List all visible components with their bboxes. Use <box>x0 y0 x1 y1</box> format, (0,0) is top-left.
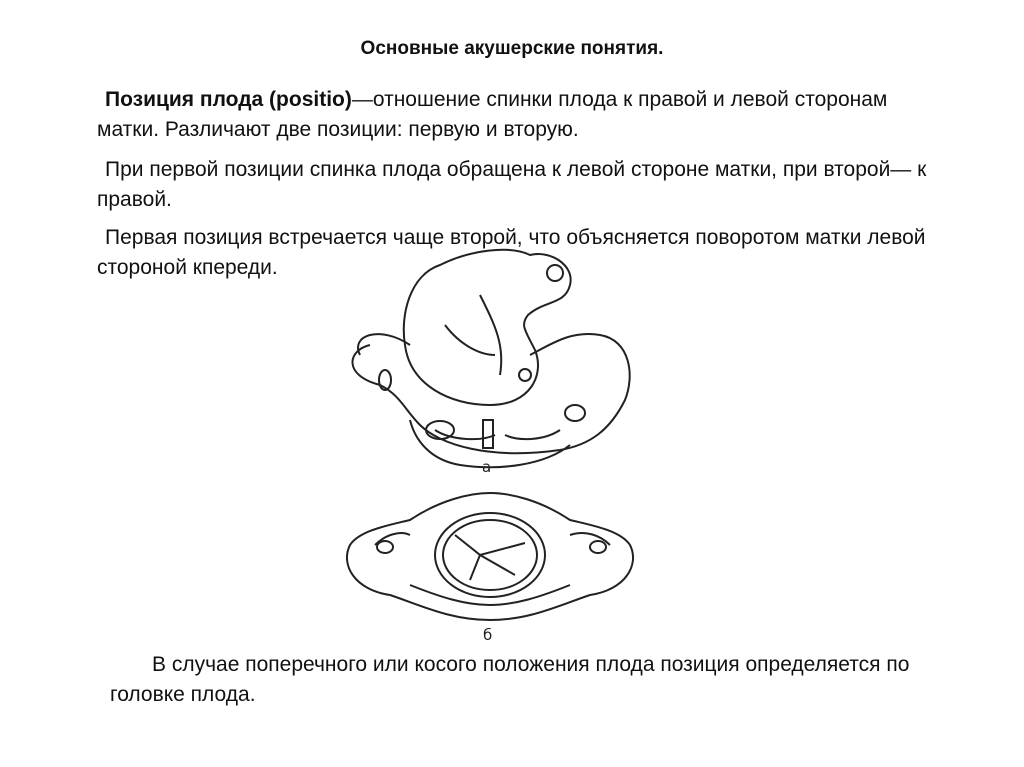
figure-a-fetus-in-pelvis <box>352 250 629 476</box>
definition-text: —отношение спинки плода к правой и левой сторонам матки. Различают две позиции: первую и вторую. <box>97 88 888 141</box>
paragraph-transverse-position <box>110 650 910 710</box>
fetal-position-illustration <box>330 235 650 655</box>
transverse-position-text: В случае поперечного или косого положения плода позиция определяется по головке плода. <box>110 653 910 706</box>
figure-label-a: а <box>482 458 492 476</box>
figure-b-pelvis-top-view <box>347 493 633 644</box>
figure-label-b: б <box>483 626 493 644</box>
paragraph-position-definition <box>97 85 947 145</box>
frequency-text: Первая позиция встречается чаще второй, что объясняется поворотом матки левой стороной кпереди. <box>97 226 926 279</box>
term-fetal-position: Позиция плода (positio) <box>105 88 352 111</box>
paragraph-first-position <box>97 155 947 215</box>
slide-title: Основные акушерские понятия. <box>360 38 664 59</box>
first-position-text: При первой позиции спинка плода обращена к левой стороне матки, при второй— к правой. <box>97 158 927 211</box>
